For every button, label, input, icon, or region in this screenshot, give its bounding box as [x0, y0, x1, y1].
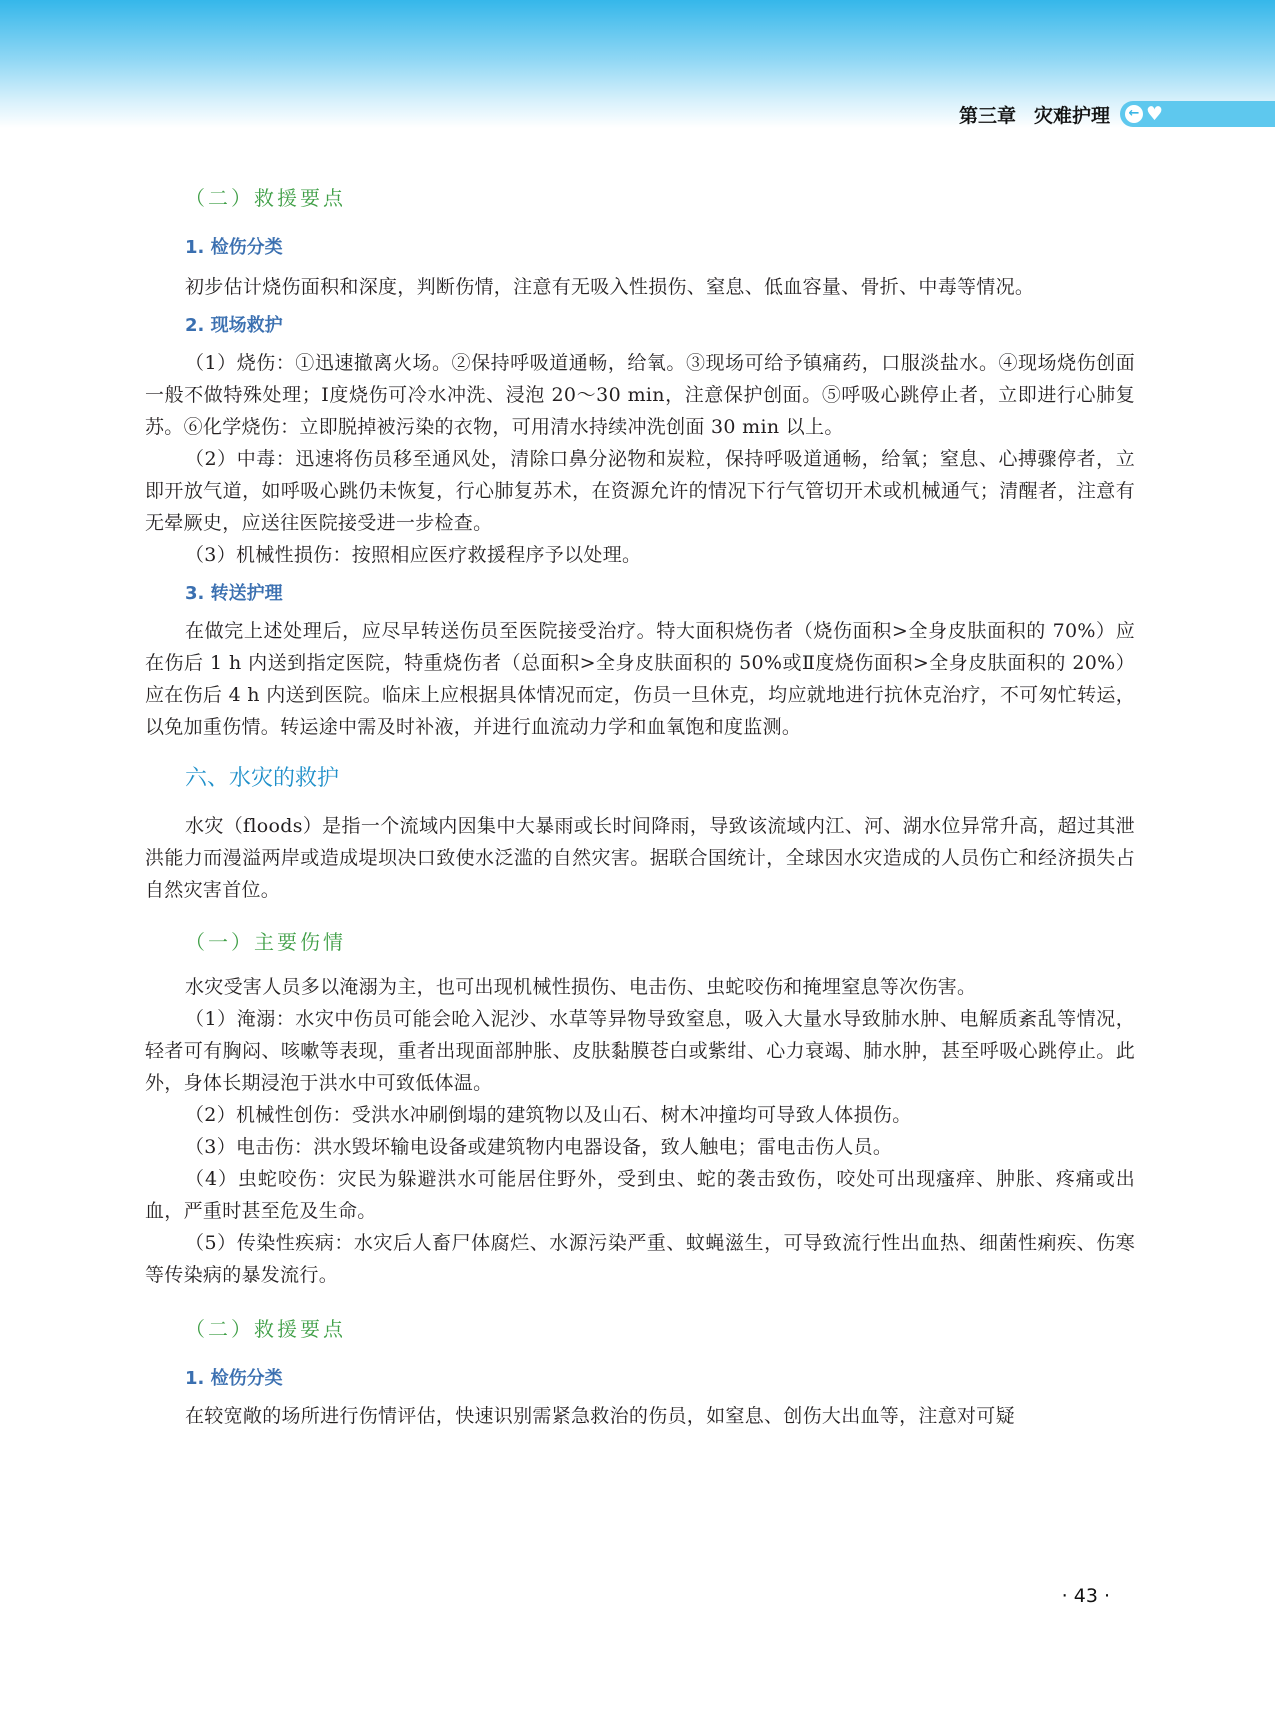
chapter-tab	[1120, 101, 1275, 127]
subsection-heading: 2. 现场救护	[185, 315, 283, 336]
subsection-heading: 1. 检伤分类	[185, 1368, 283, 1389]
paragraph: 在较宽敞的场所进行伤情评估，快速识别需紧急救治的伤员，如窒息、创伤大出血等，注意对可疑	[185, 1405, 1015, 1427]
paragraph: （1）淹溺：水灾中伤员可能会呛入泥沙、水草等异物导致窒息，吸入大量水导致肺水肿、电解质紊乱等情况，轻者可有胸闷、咳嗽等表现，重者出现面部肿胀、皮肤黏膜苍白或紫绀、心力衰竭、肺水肿，甚至呼吸心跳停止。此外，身体长期浸泡于洪水中可致低体温。	[145, 1008, 1135, 1094]
paragraph: （2）机械性创伤：受洪水冲刷倒塌的建筑物以及山石、树木冲撞均可导致人体损伤。	[185, 1104, 912, 1126]
paragraph: （3）机械性损伤：按照相应医疗救援程序予以处理。	[185, 544, 642, 566]
paragraph: 初步估计烧伤面积和深度，判断伤情，注意有无吸入性损伤、窒息、低血容量、骨折、中毒等情况。	[185, 276, 1035, 298]
paragraph: （4）虫蛇咬伤：灾民为躲避洪水可能居住野外，受到虫、蛇的袭击致伤，咬处可出现瘙痒、肿胀、疼痛或出血，严重时甚至危及生命。	[145, 1168, 1135, 1222]
paragraph: 水灾受害人员多以淹溺为主，也可出现机械性损伤、电击伤、虫蛇咬伤和掩埋窒息等次伤害。	[185, 976, 977, 998]
page-body	[145, 186, 1135, 1432]
chapter-number: 第三章	[958, 104, 1016, 127]
page-number: · 43 ·	[1061, 1585, 1110, 1607]
paragraph: （3）电击伤：洪水毁坏输电设备或建筑物内电器设备，致人触电；雷电击伤人员。	[185, 1136, 893, 1158]
section-heading: （二）救援要点	[185, 186, 346, 210]
chapter-header	[959, 98, 1275, 130]
heart-icon: ♥	[1146, 103, 1164, 125]
section-heading: （二）救援要点	[185, 1317, 346, 1341]
subsection-heading: 3. 转送护理	[185, 583, 283, 604]
arrow-circle-icon: ←	[1125, 105, 1143, 123]
subsection-heading: 1. 检伤分类	[185, 237, 283, 258]
chapter-title: 灾难护理	[1033, 104, 1110, 127]
paragraph: 在做完上述处理后，应尽早转送伤员至医院接受治疗。特大面积烧伤者（烧伤面积>全身皮肤面积的 70%）应在伤后 1 h 内送到指定医院，特重烧伤者（总面积>全身皮肤面积的 50%或Ⅱ度烧伤面积>全身皮肤面积的 20%）应在伤后 4 h 内送到医院。临床上应根据具体情况而定，伤员一旦休克，均应就地进行抗休克治疗，不可匆忙转运，以免加重伤情。转运途中需及时补液，并进行血流动力学和血氧饱和度监测。	[145, 620, 1135, 738]
section-title: 六、水灾的救护	[185, 766, 340, 791]
paragraph: （1）烧伤：①迅速撤离火场。②保持呼吸道通畅，给氧。③现场可给予镇痛药，口服淡盐水。④现场烧伤创面一般不做特殊处理；Ⅰ度烧伤可冷水冲洗、浸泡 20～30 min，注意保护创面。⑤呼吸心跳停止者，立即进行心肺复苏。⑥化学烧伤：立即脱掉被污染的衣物，可用清水持续冲洗创面 30 min 以上。	[145, 352, 1135, 438]
section-heading: （一）主要伤情	[185, 930, 346, 954]
paragraph: （5）传染性疾病：水灾后人畜尸体腐烂、水源污染严重、蚊蝇滋生，可导致流行性出血热、细菌性痢疾、伤寒等传染病的暴发流行。	[145, 1232, 1135, 1286]
paragraph: （2）中毒：迅速将伤员移至通风处，清除口鼻分泌物和炭粒，保持呼吸道通畅，给氧；窒息、心搏骤停者，立即开放气道，如呼吸心跳仍未恢复，行心肺复苏术，在资源允许的情况下行气管切开术或机械通气；清醒者，注意有无晕厥史，应送往医院接受进一步检查。	[145, 448, 1135, 534]
paragraph: 水灾（floods）是指一个流域内因集中大暴雨或长时间降雨，导致该流域内江、河、湖水位异常升高，超过其泄洪能力而漫溢两岸或造成堤坝决口致使水泛滥的自然灾害。据联合国统计，全球因水灾造成的人员伤亡和经济损失占自然灾害首位。	[145, 815, 1135, 901]
